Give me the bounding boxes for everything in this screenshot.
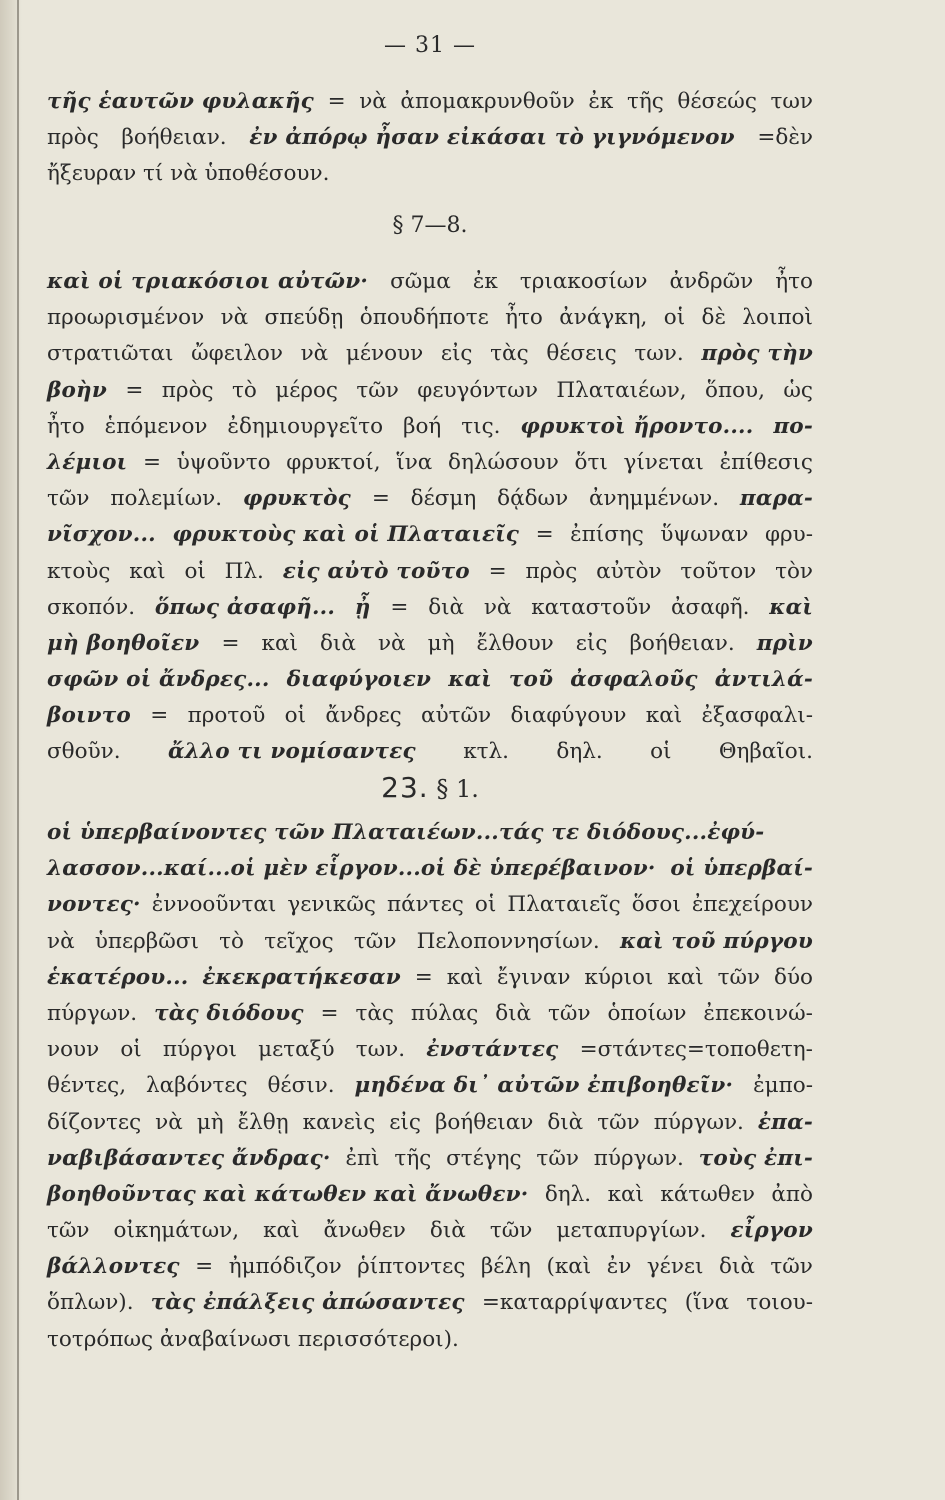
lemma-text: ἐκεκρατήκεσαν: [202, 964, 401, 990]
commentary-text: θέντες,: [47, 1073, 127, 1099]
commentary-text: πρὸς: [161, 377, 214, 403]
commentary-text: νουν: [47, 1037, 100, 1063]
commentary-text: θέσεις: [546, 341, 617, 367]
lemma-text: βοηθοῦντας καὶ κάτωθεν καὶ ἄνωθεν·: [47, 1181, 529, 1207]
commentary-text: (ἵνα: [684, 1290, 730, 1316]
commentary-text: νὰ: [359, 89, 387, 114]
commentary-text: τῆς: [394, 1145, 432, 1171]
text-line: [47, 626, 813, 662]
commentary-text: οἱ: [184, 558, 206, 584]
commentary-text: στρατιῶται: [47, 341, 174, 367]
lemma-text: τοῦ: [508, 667, 554, 693]
commentary-text: δύο: [774, 964, 813, 990]
text-line: [47, 409, 813, 445]
commentary-text: οἱ: [650, 739, 672, 765]
chapter-number: 23.: [381, 771, 429, 804]
commentary-text: κάτωθεν: [660, 1181, 755, 1207]
commentary-text: βοήθειαν.: [629, 630, 735, 656]
commentary-text: τῶν: [47, 486, 90, 512]
text-line: [47, 264, 813, 300]
commentary-text: ἦτο: [47, 413, 85, 439]
commentary-text: =: [535, 522, 554, 548]
commentary-text: καὶ: [645, 703, 683, 729]
commentary-text: καὶ: [667, 964, 704, 990]
text-line: [47, 1105, 813, 1141]
lemma-text: βάλλοντες: [47, 1254, 180, 1280]
commentary-text: τὰς: [355, 1000, 394, 1026]
commentary-text: βοή: [403, 413, 442, 439]
commentary-text: =: [125, 377, 144, 403]
commentary-text: ἐν: [606, 1254, 632, 1280]
commentary-text: ἄνωθεν: [323, 1218, 406, 1244]
commentary-text: δίζοντες: [47, 1109, 142, 1135]
commentary-text: κανεὶς: [302, 1109, 376, 1135]
commentary-text: νὰ: [300, 341, 329, 367]
commentary-text: νὰ: [220, 305, 249, 331]
commentary-text: ὡς: [783, 377, 813, 403]
commentary-text: ἐδημιουργεῖτο: [227, 413, 384, 439]
commentary-text: σκοπόν.: [47, 594, 136, 620]
commentary-text: σῶμα: [390, 269, 451, 294]
commentary-text: φρυ-: [764, 522, 813, 548]
lemma-text: καὶ τοῦ πύργου: [619, 928, 813, 954]
commentary-text: ἐπίσης: [570, 522, 644, 548]
commentary-text: Πλαταιεῖς: [507, 892, 621, 918]
lemma-text: καὶ: [769, 594, 813, 620]
commentary-text: Θηβαῖοι.: [718, 739, 813, 765]
commentary-text: μένουν: [345, 341, 424, 367]
commentary-text: δέσμη: [410, 486, 477, 512]
commentary-text: ἠμπόδιζον: [228, 1254, 342, 1280]
commentary-text: μεταπυργίων.: [556, 1218, 707, 1244]
commentary-text: ἐννοοῦνται: [151, 892, 277, 918]
commentary-text: =: [390, 594, 409, 620]
commentary-text: μέρος: [275, 377, 338, 403]
commentary-text: φευγόντων: [417, 377, 538, 403]
commentary-text: διὰ: [428, 594, 465, 620]
commentary-text: ἦτο: [505, 305, 543, 331]
commentary-text: λαβόντες: [145, 1073, 248, 1099]
commentary-text: πύργων.: [47, 1000, 138, 1026]
commentary-text: νὰ: [483, 594, 512, 620]
commentary-text: οἱ: [474, 892, 497, 918]
commentary-text: ὁπουδήποτε: [359, 305, 489, 331]
lemma-text: φρυκτοὺς καὶ οἱ Πλαταιεῖς: [172, 522, 520, 548]
commentary-text: ὅπου,: [705, 377, 765, 403]
commentary-text: τις.: [461, 413, 501, 439]
commentary-text: ἔγιναν: [497, 964, 571, 990]
commentary-text: θέσεώς: [677, 89, 757, 114]
commentary-text: ἀσαφῆ.: [671, 594, 750, 620]
commentary-text: των: [770, 89, 813, 114]
commentary-text: καὶ: [446, 964, 484, 990]
commentary-text: ἦτο: [775, 269, 813, 294]
commentary-text: τῶν: [489, 1218, 533, 1244]
commentary-text: ὑπερβῶσι: [94, 928, 199, 954]
commentary-text: προωρισμένον: [47, 305, 205, 331]
lemma-text: παρα-: [739, 486, 813, 512]
commentary-text: τῶν: [536, 1145, 579, 1171]
commentary-text: τοῦτον: [680, 558, 757, 584]
text-line: [47, 1141, 813, 1177]
commentary-text: Πλαταιέων,: [556, 377, 687, 403]
text-line: [47, 120, 813, 156]
text-line: [47, 1285, 813, 1321]
commentary-text: σπεύδῃ: [264, 305, 344, 331]
commentary-text: τριακοσίων: [519, 269, 648, 294]
commentary-text: τῶν: [548, 1000, 591, 1026]
commentary-text: τοτρόπως ἀναβαίνωσι περισσότεροι).: [47, 1326, 459, 1352]
commentary-text: ἐπὶ: [345, 1145, 380, 1171]
text-line: [47, 481, 813, 517]
lemma-text: σφῶν οἱ ἄνδρες...: [47, 667, 270, 693]
text-line: [47, 373, 813, 409]
commentary-text: νὰ: [47, 928, 75, 954]
commentary-text: δηλ.: [556, 739, 603, 765]
lemma-text: πο-: [773, 413, 813, 439]
lemma-text: ἀσφαλοῦς: [570, 667, 698, 693]
commentary-text: μὴ: [427, 630, 455, 656]
commentary-text: γενικῶς: [287, 892, 376, 918]
commentary-text: Πελοποννησίων.: [416, 928, 600, 954]
text-line: [47, 156, 813, 192]
commentary-text: δηλώσουν: [448, 449, 559, 475]
commentary-text: ἐκ: [472, 269, 498, 294]
lemma-text: οἱ ὑπερβαίνοντες τῶν Πλαταιέων...τάς τε διόδους...ἐφύ-: [47, 820, 765, 845]
text-line: [47, 1249, 813, 1285]
lemma-text: μηδένα δι᾽ αὐτῶν ἐπιβοηθεῖν·: [354, 1073, 734, 1099]
commentary-text: ἐξασφαλι-: [701, 703, 813, 729]
commentary-text: πρὸς: [47, 125, 99, 151]
text-line: [47, 554, 813, 590]
commentary-text: νὰ: [377, 630, 406, 656]
lemma-text: λασσον...καί...οἱ μὲν εἷργον...οἱ δὲ ὑπερέβαινον·: [47, 856, 656, 882]
text-line: [47, 84, 813, 120]
lemma-text: τῆς ἑαυτῶν φυλακῆς: [47, 89, 314, 114]
commentary-text: ὑψοῦντο: [176, 449, 271, 475]
commentary-text: =: [320, 1000, 339, 1026]
text-line: [47, 445, 813, 481]
commentary-text: ἐπεχείρουν: [691, 892, 813, 918]
commentary-text: στέγης: [446, 1145, 522, 1171]
commentary-text: κτοὺς: [47, 558, 111, 584]
commentary-text: (καὶ: [546, 1254, 592, 1280]
text-line: [47, 887, 813, 923]
commentary-text: =: [371, 486, 390, 512]
commentary-text: τῶν: [717, 964, 761, 990]
commentary-text: =: [142, 449, 161, 475]
commentary-text: τὰς: [490, 341, 529, 367]
commentary-text: ἀπὸ: [771, 1181, 813, 1207]
commentary-text: =: [150, 703, 169, 729]
commentary-text: τῆς: [626, 89, 664, 114]
commentary-text: ἀνδρῶν: [669, 269, 754, 294]
commentary-text: σθοῦν.: [47, 739, 121, 765]
commentary-text: οἱ: [284, 703, 306, 729]
text-line: [47, 1032, 813, 1068]
commentary-text: προτοῦ: [187, 703, 266, 729]
text-line: [47, 1177, 813, 1213]
commentary-text: ὤφειλον: [191, 341, 283, 367]
commentary-text: τοιου-: [746, 1290, 813, 1316]
commentary-text: τεῖχος: [264, 928, 334, 954]
lemma-text: λέμιοι: [47, 449, 128, 475]
section-heading-7-8: § 7—8.: [392, 213, 468, 238]
commentary-text: οἰκημάτων,: [113, 1218, 240, 1244]
commentary-text: τῶν: [353, 928, 397, 954]
text-line: [47, 336, 813, 372]
text-line: [47, 590, 813, 626]
commentary-text: οἱ: [120, 1037, 142, 1063]
commentary-text: διὰ: [547, 1109, 584, 1135]
commentary-text: φρυκτοί,: [286, 449, 381, 475]
commentary-text: πρὸς: [525, 558, 578, 584]
lemma-text: τὰς ἐπάλξεις ἀπώσαντες: [150, 1290, 465, 1316]
commentary-text: καὶ: [129, 558, 166, 584]
text-line: [47, 851, 813, 887]
text-line: [47, 300, 813, 336]
commentary-text: =: [221, 630, 240, 656]
commentary-text: ὅτι: [574, 449, 608, 475]
commentary-text: ἔλθουν: [476, 630, 554, 656]
commentary-text: βοήθειαν.: [121, 125, 227, 151]
commentary-text: ὕψωναν: [660, 522, 749, 548]
commentary-text: πύλας: [410, 1000, 479, 1026]
lemma-text: καὶ οἱ τριακόσιοι αὐτῶν·: [47, 269, 369, 294]
commentary-text: διὰ: [495, 1000, 532, 1026]
commentary-text: ἀπομακρυνθοῦν: [400, 89, 575, 114]
commentary-text: ἄνδρες: [325, 703, 402, 729]
commentary-text: βέλη: [480, 1254, 531, 1280]
lemma-text: τὰς διόδους: [154, 1000, 304, 1026]
commentary-text: Πλ.: [224, 558, 264, 584]
commentary-text: διὰ: [429, 1218, 466, 1244]
lemma-text: εἶργον: [730, 1218, 813, 1244]
commentary-text: ἐπίθεσις: [719, 449, 813, 475]
commentary-text: εἰς: [389, 1109, 421, 1135]
text-line: [47, 996, 813, 1032]
commentary-text: καὶ: [261, 630, 298, 656]
commentary-text: μὴ: [196, 1109, 224, 1135]
lemma-text: ἑκατέρου...: [47, 964, 189, 990]
commentary-text: ἀνημμένων.: [589, 486, 720, 512]
lemma-text: βοιντο: [47, 703, 131, 729]
commentary-text: ἤξευραν τί νὰ ὑποθέσουν.: [47, 161, 330, 187]
commentary-text: εἰς: [440, 341, 473, 367]
commentary-text: =: [414, 964, 433, 990]
text-line: [47, 662, 813, 698]
commentary-text: των.: [634, 341, 684, 367]
commentary-text: εἰς: [575, 630, 608, 656]
commentary-text: ὅπλων).: [47, 1290, 134, 1316]
lemma-text: νοντες·: [47, 892, 141, 918]
commentary-text: τῶν: [47, 1218, 90, 1244]
lemma-text: ἐν ἀπόρῳ ἦσαν εἰκάσαι τὸ γιγνόμενον: [249, 125, 735, 151]
lemma-text: ᾖ: [354, 594, 371, 620]
lemma-text: ὅπως ἀσαφῆ...: [154, 594, 336, 620]
commentary-text: ἐκ: [588, 89, 614, 114]
commentary-text: πύργων.: [653, 1109, 744, 1135]
commentary-text: ἑπόμενον: [104, 413, 208, 439]
lemma-text: ἀντιλά-: [714, 667, 813, 693]
commentary-text: πύργοι: [162, 1037, 237, 1063]
text-line: [47, 1322, 813, 1358]
commentary-text: αὐτὸν: [596, 558, 662, 584]
commentary-text: διὰ: [718, 1254, 755, 1280]
commentary-text: διαφύγουν: [510, 703, 627, 729]
lemma-text: πρὸς τὴν: [701, 341, 813, 367]
lemma-text: πρὶν: [756, 630, 813, 656]
commentary-text: κύριοι: [584, 964, 654, 990]
text-line: [47, 517, 813, 553]
commentary-text: διὰ: [319, 630, 356, 656]
commentary-text: ἐπεκοινώ-: [703, 1000, 813, 1026]
commentary-text: ἔλθῃ: [237, 1109, 289, 1135]
text-block-3: [47, 815, 813, 1358]
commentary-text: γίνεται: [623, 449, 704, 475]
commentary-text: =: [488, 558, 507, 584]
commentary-text: τὸ: [219, 928, 244, 954]
text-block-1: [47, 84, 813, 193]
lemma-text: εἰς αὐτὸ τοῦτο: [282, 558, 470, 584]
lemma-text: βοὴν: [47, 377, 107, 403]
commentary-text: μεταξύ: [258, 1037, 335, 1063]
commentary-text: βοήθειαν: [434, 1109, 534, 1135]
lemma-text: ἐνστάντες: [426, 1037, 559, 1063]
commentary-text: πάντες: [387, 892, 464, 918]
commentary-text: ἵνα: [396, 449, 433, 475]
lemma-text: οἱ ὑπερβαί-: [670, 856, 813, 882]
lemma-text: μὴ βοηθοῖεν: [47, 630, 200, 656]
lemma-text: τοὺς ἐπι-: [698, 1145, 813, 1171]
commentary-text: θέσιν.: [267, 1073, 335, 1099]
commentary-text: τῶν: [356, 377, 399, 403]
lemma-text: φρυκτοὶ ἤροντο....: [520, 413, 754, 439]
text-line: [47, 815, 813, 851]
lemma-text: ἄλλο τι νομίσαντες: [167, 739, 416, 765]
section-heading-23: [47, 770, 813, 807]
commentary-text: πολεμίων.: [110, 486, 223, 512]
commentary-text: καταστοῦν: [531, 594, 652, 620]
commentary-text: ἀνάγκη,: [559, 305, 648, 331]
commentary-text: =στάντες=τοποθετη-: [579, 1037, 813, 1063]
text-line: [47, 960, 813, 996]
commentary-text: κτλ.: [463, 739, 509, 765]
commentary-text: δηλ.: [544, 1181, 592, 1207]
commentary-text: λοιποὶ: [742, 305, 813, 331]
commentary-text: των.: [355, 1037, 406, 1063]
text-line: [47, 698, 813, 734]
commentary-text: πύργων.: [593, 1145, 684, 1171]
commentary-text: νὰ: [155, 1109, 183, 1135]
commentary-text: =καταρρίψαντες: [481, 1290, 668, 1316]
text-block-2: [47, 264, 813, 771]
commentary-text: τὸ: [231, 377, 257, 403]
lemma-text: ναβιβάσαντες ἄνδρας·: [47, 1145, 331, 1171]
commentary-text: καὶ: [263, 1218, 300, 1244]
commentary-text: τῶν: [770, 1254, 813, 1280]
text-line: [47, 734, 813, 770]
commentary-text: ῥίπτοντες: [357, 1254, 466, 1280]
commentary-text: τὸν: [775, 558, 813, 584]
page-number: — 31 —: [384, 33, 476, 58]
text-line: [47, 1213, 813, 1249]
text-line: [47, 924, 813, 960]
commentary-text: =: [327, 89, 346, 114]
commentary-text: ὅσοι: [631, 892, 681, 918]
commentary-text: ὁποίων: [607, 1000, 687, 1026]
section-sign: § 1.: [436, 775, 479, 803]
commentary-text: καὶ: [607, 1181, 644, 1207]
lemma-text: ἐπα-: [757, 1109, 813, 1135]
page-binding-edge: [0, 0, 22, 1500]
lemma-text: νῖσχον...: [47, 522, 156, 548]
text-line: [47, 1068, 813, 1104]
commentary-text: =δὲν: [757, 125, 813, 151]
lemma-text: διαφύγοιεν: [286, 667, 432, 693]
commentary-text: δᾴδων: [497, 486, 569, 512]
commentary-text: οἱ: [663, 305, 686, 331]
lemma-text: καὶ: [448, 667, 492, 693]
commentary-text: δὲ: [701, 305, 726, 331]
commentary-text: γένει: [646, 1254, 704, 1280]
commentary-text: ἐμπο-: [753, 1073, 813, 1099]
commentary-text: αὐτῶν: [421, 703, 492, 729]
commentary-text: =: [195, 1254, 214, 1280]
commentary-text: τῶν: [597, 1109, 640, 1135]
lemma-text: φρυκτὸς: [242, 486, 351, 512]
